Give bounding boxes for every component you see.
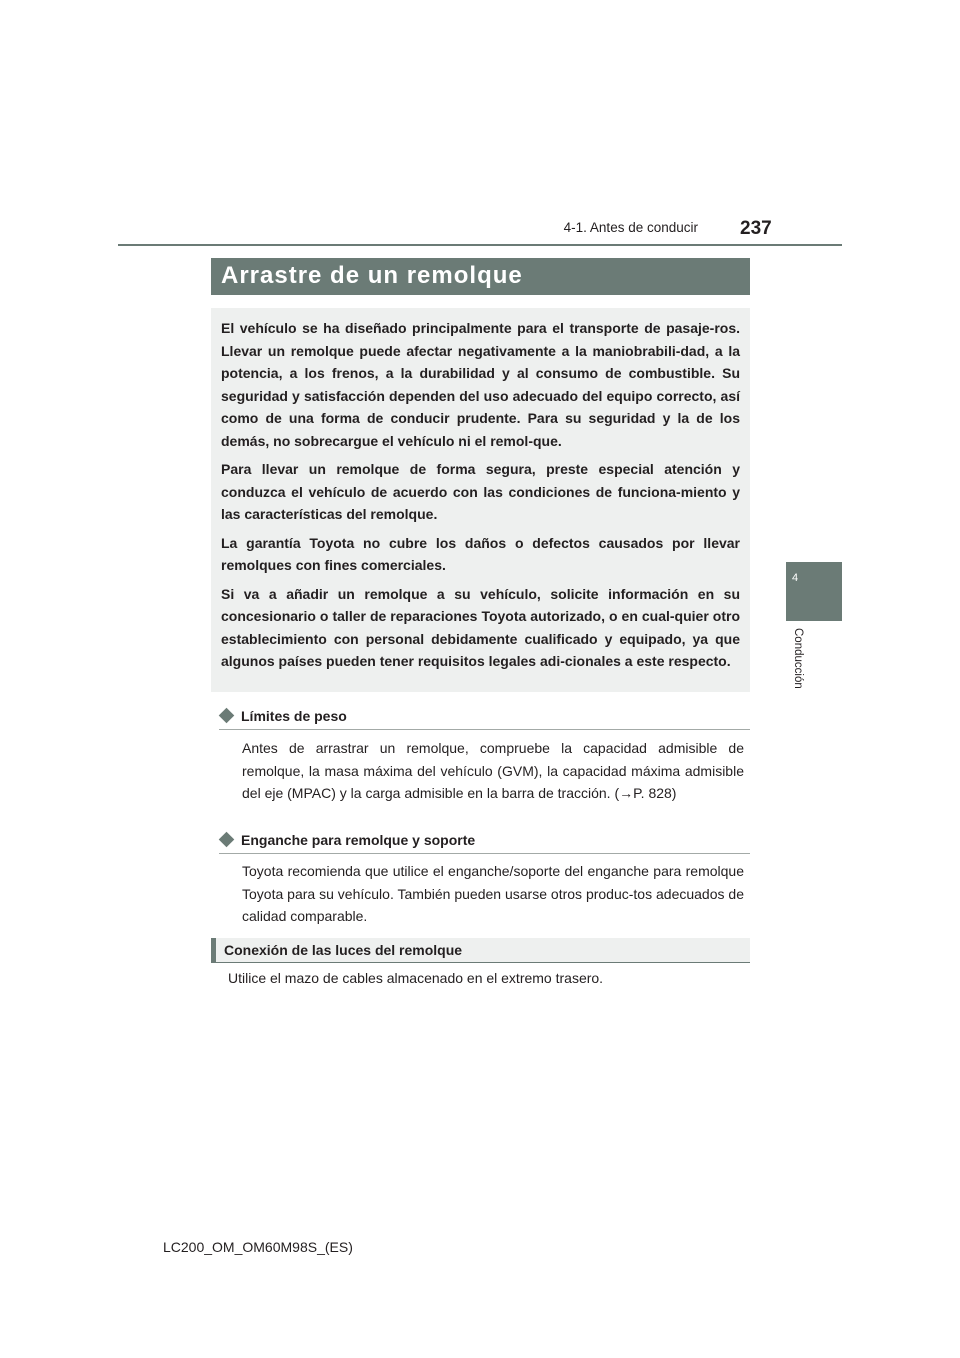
subheading-label: Límites de peso <box>241 708 347 724</box>
hitch-text: Toyota recomienda que utilice el enganche/soporte del enganche para remolque Toyota para su vehículo. También pueden usarse otros produc-tos adecuados de calidad comparable. <box>242 863 744 924</box>
intro-box <box>211 308 750 692</box>
page-number: 237 <box>740 218 772 239</box>
chapter-tab-label: Conducción <box>792 628 804 689</box>
subheading-weight-limits <box>219 706 750 730</box>
intro-paragraph: La garantía Toyota no cubre los daños o defectos causados por llevar remolques con fines comerciales. <box>221 534 740 573</box>
subheading-label: Enganche para remolque y soporte <box>241 832 476 848</box>
lights-text: Utilice el mazo de cables almacenado en el extremo trasero. <box>228 970 604 986</box>
diamond-bullet-icon <box>219 832 235 848</box>
section-label: 4-1. Antes de conducir <box>563 220 698 235</box>
chapter-tab-number: 4 <box>791 572 799 584</box>
page-title: Arrastre de un remolque <box>221 262 523 289</box>
diamond-bullet-icon <box>219 708 235 724</box>
lights-heading: Conexión de las luces del remolque <box>224 942 463 958</box>
lights-heading-bar <box>211 938 750 963</box>
intro-paragraph: Para llevar un remolque de forma segura, preste especial atención y conduzca el vehículo de acuerdo con las condiciones de funciona-miento y las características del remolque. <box>221 461 740 522</box>
header-rule <box>118 244 842 246</box>
title-bar <box>211 258 750 295</box>
intro-paragraph: El vehículo se ha diseñado principalmente para el transporte de pasaje-ros. Llevar un remolque puede afectar negativamente a la maniobrabili-dad, a la potencia, a los frenos, a la durabilidad y al consumo de combustible. Su seguridad y satisfacción dependen del uso adecuado del equipo correcto, así como de una forma de conducir prudente. Para su seguridad y la de los demás, no sobrecargue el vehículo ni el remol-que. <box>221 320 740 449</box>
heading-accent <box>211 938 216 962</box>
chapter-tab <box>786 562 842 621</box>
subheading-hitch <box>219 830 750 854</box>
intro-paragraph: Si va a añadir un remolque a su vehículo, solicite información en su concesionario o taller de reparaciones Toyota autorizado, o en cual-quier otro establecimiento con personal debidamente cualificado y equipado, ya que algunos países pueden tener requisitos legales adi-cionales a este respecto. <box>221 585 740 669</box>
footer-code: LC200_OM_OM60M98S_(ES) <box>163 1239 353 1255</box>
weight-limits-text: Antes de arrastrar un remolque, compruebe la capacidad admisible de remolque, la masa máxima del vehículo (GVM), la capacidad máxima admisible del eje (MPAC) y la carga admisible en la barra de tracción. (→P. 828) <box>242 740 744 801</box>
